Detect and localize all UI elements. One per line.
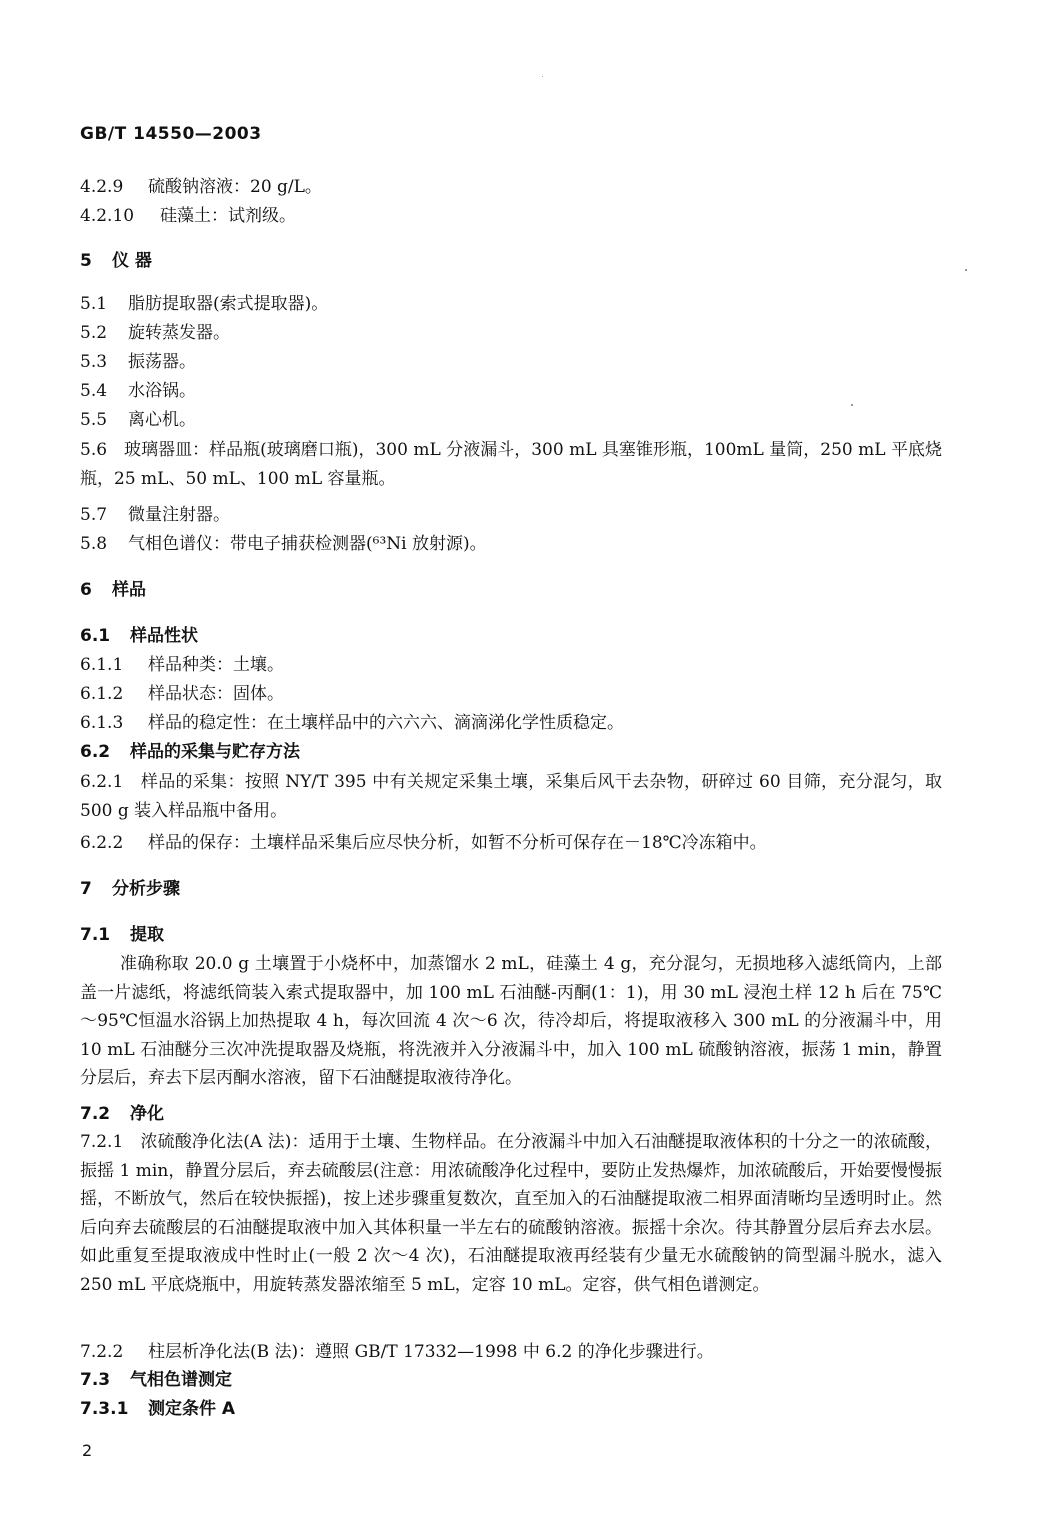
subsection-heading-7-2: [80, 1104, 164, 1124]
section-number: 7: [80, 879, 92, 899]
section-heading-7: [80, 879, 180, 899]
clause-number: 4.2.9: [80, 177, 124, 197]
clause-5-7: [80, 505, 230, 525]
clause-6-2-1: 6.2.1 样品的采集：按照 NY/T 395 中有关规定采集土壤，采集后风干去杂物，研碎过 60 目筛，充分混匀，取 500 g 装入样品瓶中备用。: [80, 772, 942, 821]
clause-number: 5.4: [80, 381, 108, 401]
section-heading-6: [80, 580, 146, 600]
clause-text: 旋转蒸发器。: [128, 323, 230, 343]
clause-number: 4.2.10: [80, 206, 135, 226]
subsection-title: 提取: [130, 925, 164, 945]
subsection-heading-6-2: [80, 742, 300, 762]
clause-text: 样品的稳定性：在土壤样品中的六六六、滴滴涕化学性质稳定。: [148, 713, 624, 733]
clause-text: 样品种类：土壤。: [148, 655, 284, 675]
section-number: 5: [80, 251, 92, 271]
clause-5-6: 5.6 玻璃器皿：样品瓶(玻璃磨口瓶)，300 mL 分液漏斗，300 mL 具塞锥形瓶，100mL 量筒，250 mL 平底烧瓶，25 mL、50 mL、100 mL 容量瓶。: [80, 440, 942, 489]
subsection-title: 净化: [130, 1104, 164, 1124]
clause-5-8: [80, 534, 487, 554]
clause-text: 气相色谱仪：带电子捕获检测器(⁶³Ni 放射源)。: [128, 534, 487, 554]
clause-number: 5.5: [80, 410, 108, 430]
subsection-title: 气相色谱测定: [130, 1370, 232, 1390]
clause-number: 7.3.1: [80, 1399, 129, 1419]
clause-text: 样品的保存：土壤样品采集后应尽快分析，如暂不分析可保存在－18℃冷冻箱中。: [148, 833, 767, 853]
subsection-heading-7-1: [80, 925, 164, 945]
clause-text: 微量注射器。: [128, 505, 230, 525]
subsection-number: 6.2: [80, 742, 111, 762]
clause-4-2-10: [80, 206, 296, 226]
clause-5-4: [80, 381, 196, 401]
section-title: 样品: [112, 580, 146, 600]
subsection-title: 样品性状: [130, 626, 198, 646]
subsection-heading-6-1: [80, 626, 198, 646]
clause-text: 硫酸钠溶液：20 g/L。: [148, 177, 322, 197]
clause-title: 测定条件 A: [148, 1399, 236, 1419]
section-title: 分析步骤: [112, 879, 180, 899]
subsection-number: 6.1: [80, 626, 111, 646]
clause-number: 7.2.2: [80, 1342, 124, 1362]
clause-5-3: [80, 352, 196, 372]
subsection-number: 7.2: [80, 1104, 111, 1124]
scan-speck: [965, 269, 967, 271]
clause-6-2-2: [80, 833, 767, 853]
standard-code-header: GB/T 14550—2003: [80, 124, 262, 144]
clause-number: 5.7: [80, 505, 108, 525]
clause-text: 硅藻土：试剂级。: [160, 206, 296, 226]
clause-number: 5.8: [80, 534, 108, 554]
clause-text: 柱层析净化法(B 法)：遵照 GB/T 17332—1998 中 6.2 的净化步骤进行。: [148, 1342, 714, 1362]
section-number: 6: [80, 580, 92, 600]
clause-6-1-2: [80, 684, 284, 704]
clause-text: 离心机。: [128, 410, 196, 430]
subsection-number: 7.3: [80, 1370, 111, 1390]
clause-number: 5.3: [80, 352, 108, 372]
scan-speck: [851, 404, 853, 406]
clause-text: 样品状态：固体。: [148, 684, 284, 704]
clause-number: 6.2.2: [80, 833, 124, 853]
subsection-title: 样品的采集与贮存方法: [130, 742, 300, 762]
clause-heading-7-3-1: [80, 1399, 235, 1419]
clause-6-1-3: [80, 713, 624, 733]
clause-text: 振荡器。: [128, 352, 196, 372]
clause-number: 6.1.2: [80, 684, 124, 704]
clause-7-2-1: 7.2.1 浓硫酸净化法(A 法)：适用于土壤、生物样品。在分液漏斗中加入石油醚提取液体积的十分之一的浓硫酸，振摇 1 min，静置分层后，弃去硫酸层(注意：用浓硫酸净化过程中，要防止发热爆炸，加浓硫酸后，开始要慢慢振摇，不断放气，然后在较快振摇)，按上述步骤重复数次，直至加入的石油醚提取液二相界面清晰均呈透明时止。然后向弃去硫酸层的石油醚提取液中加入其体积量一半左右的硫酸钠溶液。振摇十余次。待其静置分层后弃去水层。如此重复至提取液成中性时止(一般 2 次～4 次)，石油醚提取液再经装有少量无水硫酸钠的筒型漏斗脱水，滤入 250 mL 平底烧瓶中，用旋转蒸发器浓缩至 5 mL，定容 10 mL。定容，供气相色谱测定。: [80, 1132, 942, 1295]
clause-number: 6.1.1: [80, 655, 124, 675]
subsection-number: 7.1: [80, 925, 111, 945]
extraction-procedure-paragraph: 准确称取 20.0 g 土壤置于小烧杯中，加蒸馏水 2 mL，硅藻土 4 g，充分混匀，无损地移入滤纸筒内，上部盖一片滤纸，将滤纸筒装入索式提取器中，加 100 mL 石油醚-丙酮(1：1)，用 30 mL 浸泡土样 12 h 后在 75℃～95℃恒温水浴锅上加热提取 4 h，每次回流 4 次～6 次，待冷却后，将提取液移入 300 mL 的分液漏斗中，用 10 mL 石油醚分三次冲洗提取器及烧瓶，将洗液并入分液漏斗中，加入 100 mL 硫酸钠溶液，振荡 1 min，静置分层后，弃去下层丙酮水溶液，留下石油醚提取液待净化。: [80, 954, 942, 1089]
clause-4-2-9: [80, 177, 322, 197]
page-number: 2: [82, 1441, 93, 1460]
clause-7-2-2: [80, 1342, 714, 1362]
clause-5-5: [80, 410, 196, 430]
clause-number: 6.1.3: [80, 713, 124, 733]
clause-6-1-1: [80, 655, 284, 675]
clause-text: 脂肪提取器(索式提取器)。: [128, 294, 329, 314]
clause-5-2: [80, 323, 230, 343]
section-heading-5: [80, 251, 152, 271]
section-title: 仪 器: [112, 251, 152, 271]
clause-number: 5.1: [80, 294, 108, 314]
scan-speck: [542, 76, 543, 77]
clause-number: 5.2: [80, 323, 108, 343]
subsection-heading-7-3: [80, 1370, 232, 1390]
clause-5-1: [80, 294, 328, 314]
clause-text: 水浴锅。: [128, 381, 196, 401]
